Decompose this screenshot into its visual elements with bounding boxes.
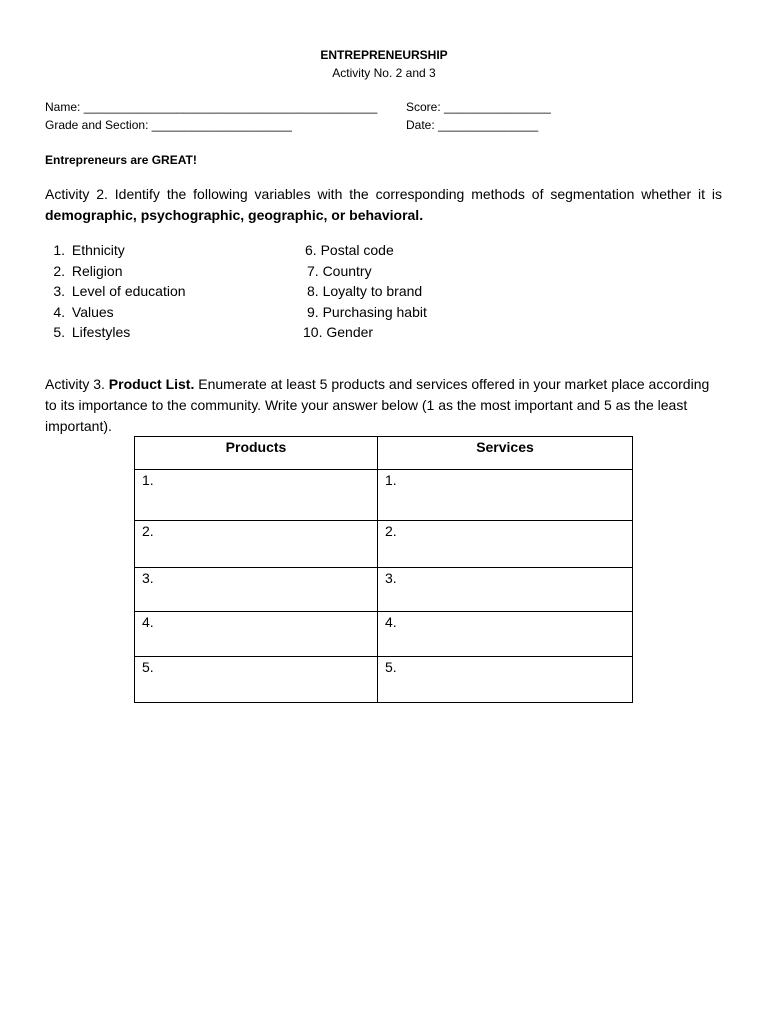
- document-title: ENTREPRENEURSHIP: [320, 48, 448, 62]
- service-cell[interactable]: 3.: [378, 568, 633, 612]
- table-row: [135, 521, 633, 568]
- list-item-text: Values: [71, 303, 114, 320]
- list-item-text: Lifestyles: [71, 324, 131, 340]
- product-cell[interactable]: 3.: [135, 568, 378, 612]
- name-label: Name:: [45, 100, 81, 114]
- product-cell[interactable]: 1.: [135, 470, 378, 521]
- date-blank[interactable]: _______________: [438, 118, 539, 132]
- list-item-number: 4.: [53, 303, 65, 320]
- list-item-number: 1.: [53, 242, 65, 258]
- list-item-text: Religion: [71, 262, 123, 279]
- list-item: 9. Purchasing habit: [307, 303, 427, 320]
- activity3-instructions: [45, 374, 722, 437]
- tagline: Entrepreneurs are GREAT!: [45, 153, 197, 167]
- table-row: [135, 612, 633, 657]
- table-row: [135, 568, 633, 612]
- list-item: 6. Postal code: [305, 242, 394, 258]
- score-blank[interactable]: ________________: [444, 100, 551, 114]
- list-item: [45, 261, 186, 282]
- activity2-emphasis-1: demographic,: [45, 207, 137, 223]
- list-item-text: Ethnicity: [71, 242, 125, 258]
- list-item: 10. Gender: [303, 324, 374, 340]
- grade-section-field[interactable]: [45, 118, 292, 132]
- answer-table: [134, 436, 633, 703]
- table-row: [135, 657, 633, 703]
- table-row: [135, 470, 633, 521]
- date-field[interactable]: [406, 118, 538, 132]
- activity2-list-left: [45, 240, 186, 343]
- list-item-text: Level of education: [71, 283, 186, 299]
- list-item-number: 2.: [53, 262, 65, 279]
- document-subtitle: Activity No. 2 and 3: [332, 66, 436, 80]
- name-field[interactable]: [45, 100, 377, 114]
- grade-section-label: Grade and Section:: [45, 118, 149, 132]
- list-item: [45, 322, 186, 343]
- service-cell[interactable]: 1.: [378, 470, 633, 521]
- activity3-title: Product List.: [108, 376, 195, 392]
- list-item: [45, 240, 186, 261]
- date-label: Date:: [406, 118, 435, 132]
- activity2-list-right: [303, 240, 427, 343]
- activity2-emphasis-2: psychographic, geographic, or behavioral.: [140, 207, 424, 223]
- activity2-intro: Activity 2. Identify the following variables with the corresponding methods of segmentation whether it is: [45, 186, 722, 202]
- list-item: [45, 281, 186, 302]
- activity3-prefix: Activity 3.: [45, 376, 105, 392]
- activity3-text: Enumerate at least 5 products and services offered in your market place according to its importance to the community. Write your answer below (1 as the most important and 5 as the least important).: [45, 376, 710, 434]
- table-header-row: [135, 437, 633, 470]
- grade-section-blank[interactable]: _____________________: [151, 118, 292, 132]
- list-item-number: 5.: [53, 324, 65, 340]
- products-header: Products: [135, 437, 378, 470]
- product-cell[interactable]: 2.: [135, 521, 378, 568]
- list-item-number: 3.: [53, 283, 65, 299]
- activity2-instructions: [45, 184, 722, 226]
- service-cell[interactable]: 5.: [378, 657, 633, 703]
- list-item: 8. Loyalty to brand: [307, 283, 423, 299]
- score-label: Score:: [406, 100, 441, 114]
- service-cell[interactable]: 2.: [378, 521, 633, 568]
- product-cell[interactable]: 4.: [135, 612, 378, 657]
- name-blank[interactable]: ____________________________________________: [83, 100, 378, 114]
- list-item: [45, 302, 186, 323]
- service-cell[interactable]: 4.: [378, 612, 633, 657]
- list-item: 7. Country: [307, 262, 372, 279]
- score-field[interactable]: [406, 100, 551, 114]
- product-cell[interactable]: 5.: [135, 657, 378, 703]
- services-header: Services: [378, 437, 633, 470]
